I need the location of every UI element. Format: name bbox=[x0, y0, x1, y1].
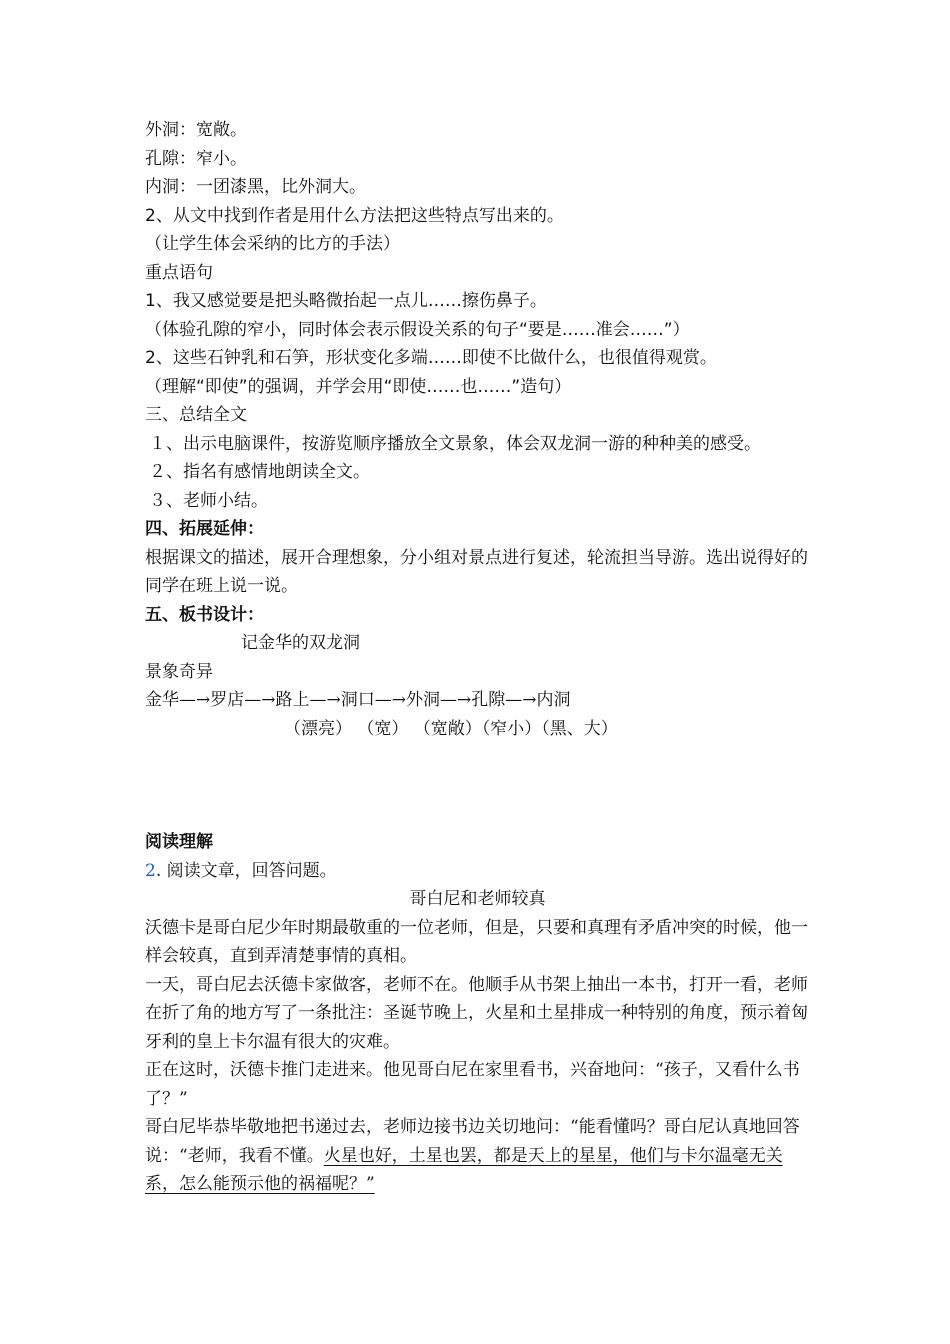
summary-step-3: ３、老师小结。 bbox=[149, 490, 268, 511]
key-sentence-1: 1、我又感觉要是把头略微抬起一点儿……擦伤鼻子。 bbox=[145, 291, 547, 311]
summary-step-1: １、出示电脑课件，按游览顺序播放全文景象，体会双龙洞一游的种种美的感受。 bbox=[149, 433, 761, 454]
article-title: 哥白尼和老师较真 bbox=[409, 889, 546, 909]
key-sentence-1-note: （体验孔隙的窄小，同时体会表示假设关系的句子“要是……准会……”） bbox=[145, 319, 690, 340]
extension-heading: 四、拓展延伸： bbox=[145, 519, 264, 539]
board-notes: （漂亮） （宽） （宽敞）（窄小）（黑、大） bbox=[284, 718, 618, 739]
paragraph-4-text: 哥白尼毕恭毕敬地把书递过去，老师边接书边关切地问：“能看懂吗？哥白尼认真地回答说：“老师，我看不懂。 bbox=[145, 1117, 800, 1166]
article-paragraph-3: 正在这时，沃德卡推门走进来。他见哥白尼在家里看书，兴奋地问：“孩子，又看什么书了？” bbox=[145, 1060, 800, 1109]
board-title: 记金华的双龙洞 bbox=[241, 633, 360, 653]
summary-heading: 三、总结全文 bbox=[145, 405, 247, 425]
key-sentence-2: 2、这些石钟乳和石笋，形状变化多端……即使不比做什么，也很值得观赏。 bbox=[145, 348, 717, 368]
key-sentences-heading: 重点语句 bbox=[145, 262, 213, 283]
extension-text: 根据课文的描述，展开合理想象，分小组对景点进行复述，轮流担当导游。选出说得好的同学在班上说一说。 bbox=[145, 547, 808, 596]
underlined-sentence: 火星也好，土星也罢，都是天上的星星，他们与卡尔温毫无关系，怎么能预示他的祸福呢？ bbox=[145, 1145, 783, 1194]
board-route: 金华—→罗店—→路上—→洞口—→外洞—→孔隙—→内洞 bbox=[145, 690, 571, 710]
key-sentence-2-note: （理解“即使”的强调，并学会用“即使……也……”造句） bbox=[145, 376, 572, 397]
article-paragraph-1: 沃德卡是哥白尼少年时期最敬重的一位老师，但是，只要和真理有矛盾冲突的时候，他一样会较真，直到弄清楚事情的真相。 bbox=[145, 917, 808, 966]
method-question: 2、从文中找到作者是用什么方法把这些特点写出来的。 bbox=[145, 205, 564, 226]
outer-cave-line: 外洞：宽敞。 bbox=[145, 120, 247, 140]
gap-line: 孔隙：窄小。 bbox=[145, 148, 247, 169]
board-subtitle: 景象奇异 bbox=[145, 661, 213, 682]
summary-step-2: ２、指名有感情地朗读全文。 bbox=[149, 462, 370, 482]
reading-heading: 阅读理解 bbox=[145, 832, 213, 852]
question-number: 2 bbox=[145, 860, 156, 881]
board-design-heading: 五、板书设计： bbox=[145, 604, 264, 625]
article-paragraph-2: 一天，哥白尼去沃德卡家做客，老师不在。他顺手从书架上抽出一本书，打开一看，老师在折了角的地方写了一条批注：圣诞节晚上，火星和土星排成一种特别的角度，预示着匈牙利的皇上卡尔温有很大的灾难。 bbox=[145, 974, 808, 1052]
closing-quote: ” bbox=[366, 1174, 375, 1194]
question-text: . 阅读文章，回答问题。 bbox=[155, 860, 337, 881]
section-spacer bbox=[145, 743, 810, 828]
question-line bbox=[145, 857, 810, 886]
document-page bbox=[145, 116, 810, 1199]
article-paragraph-4 bbox=[145, 1113, 810, 1199]
method-note: （让学生体会采纳的比方的手法） bbox=[145, 234, 400, 254]
inner-cave-line: 内洞：一团漆黑，比外洞大。 bbox=[145, 177, 366, 197]
